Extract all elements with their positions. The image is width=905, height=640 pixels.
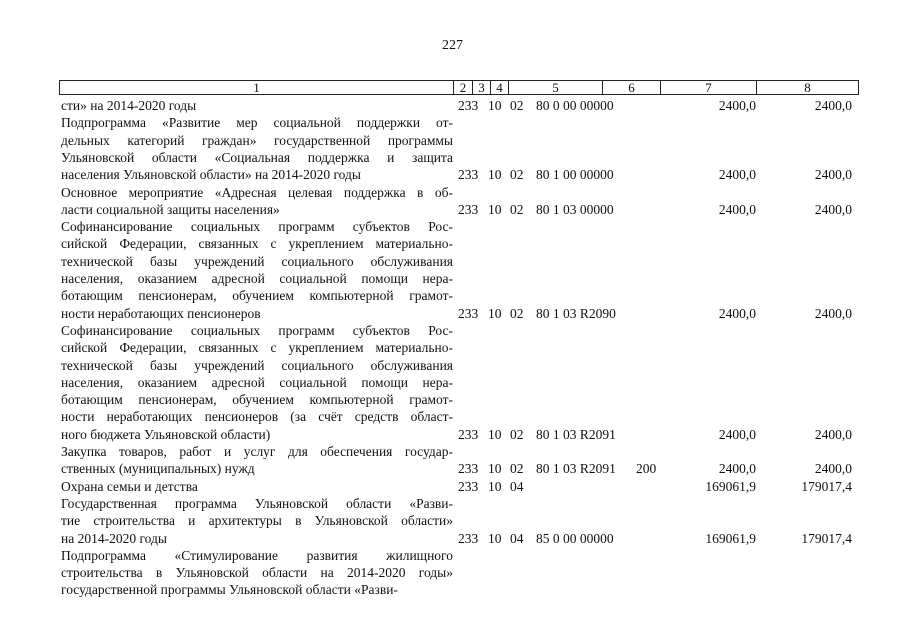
cell-csr: 80 1 03 R2090 <box>536 305 616 321</box>
row-text-line: населения Ульяновской области» на 2014-2020 годы <box>61 167 361 183</box>
row-text-line: тие строительства и архитектуры в Ульяновской области» <box>61 513 453 529</box>
cell-v7: 169061,9 <box>705 478 756 494</box>
cell-csr: 80 1 03 00000 <box>536 201 614 217</box>
cell-csr: 85 0 00 00000 <box>536 530 614 546</box>
row-text-line: населения, оказанием адресной социальной помощи нера- <box>61 271 453 286</box>
row-text-line: Охрана семьи и детства <box>61 478 198 494</box>
row-text-line: ственных (муниципальных) нужд <box>61 461 255 477</box>
cell-glav: 233 <box>458 478 479 494</box>
cell-glav: 233 <box>458 201 479 217</box>
cell-glav: 233 <box>458 461 479 477</box>
header-col-7: 7 <box>660 81 756 94</box>
row-text-line: сти» на 2014-2020 годы <box>61 98 197 113</box>
row-text-line: технической базы учреждений социального обслуживания <box>61 357 453 373</box>
row-text-line: населения, оказанием адресной социальной помощи нера- <box>61 374 453 390</box>
cell-csr: 80 1 03 R2091 <box>536 461 616 477</box>
row-text-line: Основное мероприятие «Адресная целевая поддержка в об- <box>61 184 453 200</box>
cell-v8: 2400,0 <box>814 461 852 477</box>
row-text-line: Подпрограмма «Стимулирование развития жилищного <box>61 547 453 563</box>
cell-pr: 02 <box>510 167 524 183</box>
cell-v7: 2400,0 <box>718 98 756 113</box>
cell-pr: 04 <box>510 530 524 546</box>
cell-v8: 2400,0 <box>814 201 852 217</box>
cell-pr: 02 <box>510 305 524 321</box>
cell-v7: 2400,0 <box>718 305 756 321</box>
row-text-line: на 2014-2020 годы <box>61 530 167 546</box>
row-text-line: сийской Федерации, связанных с укреплением материально- <box>61 236 453 252</box>
cell-glav: 233 <box>458 426 479 442</box>
row-text-line: дельных категорий граждан» государственной программы <box>61 132 453 148</box>
cell-csr: 80 1 00 00000 <box>536 167 614 183</box>
row-text-line: ботающим пенсионерам, обучением компьютерной грамот- <box>61 392 453 408</box>
row-text-line: ности неработающих пенсионеров (за счёт средств област- <box>61 409 453 425</box>
row-text-line: Софинансирование социальных программ субъектов Рос- <box>61 219 453 235</box>
page-number: 227 <box>442 38 463 53</box>
header-col-2: 2 <box>453 81 472 94</box>
row-text-line: сийской Федерации, связанных с укреплением материально- <box>61 340 453 356</box>
cell-rz: 10 <box>488 426 502 442</box>
row-text-line: государственной программы Ульяновской области «Разви- <box>61 582 398 598</box>
cell-rz: 10 <box>488 305 502 321</box>
row-text-line: технической базы учреждений социального обслуживания <box>61 253 453 269</box>
cell-v7: 169061,9 <box>705 530 756 546</box>
cell-rz: 10 <box>488 167 502 183</box>
row-text-line: строительства в Ульяновской области на 2014-2020 годы» <box>61 565 453 581</box>
cell-v8: 2400,0 <box>814 98 852 113</box>
cell-v7: 2400,0 <box>718 167 756 183</box>
row-text-line: ботающим пенсионерам, обучением компьютерной грамот- <box>61 288 453 304</box>
row-text-line: Ульяновской области «Социальная поддержка и защита <box>61 149 453 165</box>
cell-pr: 02 <box>510 461 524 477</box>
cell-rz: 10 <box>488 98 502 113</box>
row-text-line: ласти социальной защиты населения» <box>61 201 280 217</box>
cell-pr: 02 <box>510 426 524 442</box>
cell-glav: 233 <box>458 98 479 113</box>
cell-v8: 2400,0 <box>814 167 852 183</box>
header-col-1: 1 <box>253 80 260 95</box>
row-text-line: ности неработающих пенсионеров <box>61 305 261 321</box>
cell-v7: 2400,0 <box>718 461 756 477</box>
row-text-line: Закупка товаров, работ и услуг для обеспечения государ- <box>61 444 453 459</box>
cell-v8: 179017,4 <box>801 478 852 494</box>
cell-glav: 233 <box>458 530 479 546</box>
table-header <box>59 80 859 95</box>
cell-rz: 10 <box>488 530 502 546</box>
header-col-8: 8 <box>756 81 858 94</box>
row-text-line: ного бюджета Ульяновской области) <box>61 426 271 442</box>
cell-v8: 179017,4 <box>801 530 852 546</box>
cell-vr: 200 <box>636 461 657 477</box>
cell-glav: 233 <box>458 305 479 321</box>
cell-rz: 10 <box>488 478 502 494</box>
cell-pr: 02 <box>510 98 524 113</box>
header-col-3: 3 <box>472 81 490 94</box>
cell-glav: 233 <box>458 167 479 183</box>
row-text-line: Подпрограмма «Развитие мер социальной поддержки от- <box>61 115 453 131</box>
cell-rz: 10 <box>488 461 502 477</box>
cell-pr: 04 <box>510 478 524 494</box>
header-col-5: 5 <box>508 81 602 94</box>
cell-v7: 2400,0 <box>718 426 756 442</box>
cell-v8: 2400,0 <box>814 426 852 442</box>
cell-csr: 80 1 03 R2091 <box>536 426 616 442</box>
header-col-6: 6 <box>602 81 660 94</box>
cell-v8: 2400,0 <box>814 305 852 321</box>
cell-csr: 80 0 00 00000 <box>536 98 614 113</box>
cell-v7: 2400,0 <box>718 201 756 217</box>
row-text-line: Государственная программа Ульяновской области «Разви- <box>61 495 453 511</box>
cell-pr: 02 <box>510 201 524 217</box>
cell-rz: 10 <box>488 201 502 217</box>
row-text-line: Софинансирование социальных программ субъектов Рос- <box>61 322 453 338</box>
header-col-4: 4 <box>490 81 508 94</box>
